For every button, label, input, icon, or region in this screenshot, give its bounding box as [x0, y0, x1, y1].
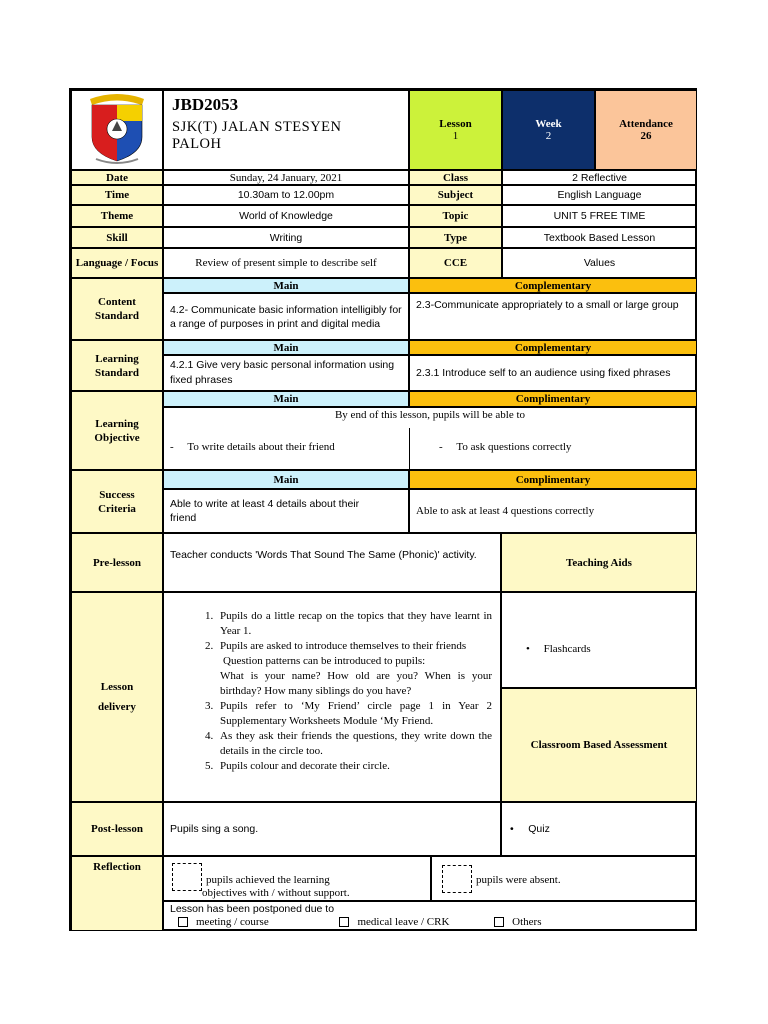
success-criteria-main-text: Able to write at least 4 details about their friend — [163, 489, 409, 533]
lesson-delivery-label: Lesson delivery — [71, 592, 163, 802]
content-standard-comp-header: Complementary — [409, 278, 697, 293]
postponed-text: Lesson has been postponed due to — [170, 903, 335, 915]
learning-objective-body — [163, 407, 697, 470]
content-standard-main-text: 4.2- Communicate basic information intelligibly for a range of purposes in print and digital media — [163, 293, 409, 340]
course-code: JBD2053 — [172, 95, 239, 114]
step-2: 2. Pupils are asked to introduce themselves to their friends — [216, 639, 492, 654]
learning-objective-comp-header: Complimentary — [409, 391, 697, 407]
subject-label: Subject — [409, 185, 502, 205]
question-patterns: Question patterns can be introduced to pupils: — [223, 655, 426, 667]
post-lesson-label: Post-lesson — [71, 802, 163, 856]
post-lesson-text: Pupils sing a song. — [163, 802, 501, 856]
pre-lesson-text: Teacher conducts 'Words That Sound The Same (Phonic)' activity. — [163, 533, 501, 592]
cba-label: Classroom Based Assessment — [501, 688, 697, 802]
others-option[interactable]: Others — [494, 916, 541, 928]
achieved-text: pupils achieved the learning — [206, 874, 330, 886]
date-label: Date — [71, 170, 163, 185]
week-cell: Week 2 — [502, 90, 595, 170]
lesson-cell: Lesson 1 — [409, 90, 502, 170]
topic-value: UNIT 5 FREE TIME — [502, 205, 697, 227]
questions: What is your name? How old are you? When is your birthday? How many siblings do you have? — [220, 670, 492, 697]
checkbox-icon — [339, 917, 349, 927]
subject-value: English Language — [502, 185, 697, 205]
type-value: Textbook Based Lesson — [502, 227, 697, 248]
focus-label: Language / Focus — [71, 248, 163, 278]
topic-label: Topic — [409, 205, 502, 227]
success-criteria-label: Success Criteria — [71, 470, 163, 533]
content-standard-comp-text: 2.3-Communicate appropriately to a small or large group — [409, 293, 697, 340]
reflection-achieved-cell: pupils achieved the learning objectives with / without support. — [163, 856, 431, 901]
absent-checkbox[interactable] — [442, 865, 472, 893]
reflection-absent-cell — [431, 856, 697, 901]
postponed-cell — [163, 901, 697, 931]
teaching-aids-label: Teaching Aids — [501, 533, 697, 592]
learning-standard-comp-text: 2.3.1 Introduce self to an audience using fixed phrases — [409, 355, 697, 391]
attendance-cell: Attendance 26 — [595, 90, 697, 170]
content-standard-label: Content Standard — [71, 278, 163, 340]
step-5: 5. Pupils colour and decorate their circle. — [216, 759, 492, 774]
aids-cell — [501, 592, 697, 688]
cce-value: Values — [502, 248, 697, 278]
learning-standard-comp-header: Complementary — [409, 340, 697, 355]
objective-divider — [409, 428, 410, 470]
step-3: 3. Pupils refer to ‘My Friend’ circle page 1 in Year 2 Supplementary Worksheets Module ‘My Friend. — [216, 699, 492, 729]
learning-objective-main: - To write details about their friend — [170, 441, 335, 453]
lesson-plan — [69, 88, 697, 931]
checkbox-icon — [178, 917, 188, 927]
theme-label: Theme — [71, 205, 163, 227]
logo-cell — [71, 90, 163, 170]
achieved-checkbox[interactable] — [172, 863, 202, 891]
focus-value: Review of present simple to describe self — [163, 248, 409, 278]
checkbox-icon — [494, 917, 504, 927]
learning-standard-main-header: Main — [163, 340, 409, 355]
learning-objective-label: Learning Objective — [71, 391, 163, 470]
bullet-icon: • — [510, 823, 529, 835]
learning-objective-comp: - To ask questions correctly — [439, 441, 572, 453]
reflection-label: Reflection — [71, 856, 163, 931]
success-criteria-comp-header: Complimentary — [409, 470, 697, 489]
skill-label: Skill — [71, 227, 163, 248]
bullet-icon: • — [526, 643, 544, 655]
time-value: 10.30am to 12.00pm — [163, 185, 409, 205]
absent-text: pupils were absent. — [476, 874, 561, 886]
learning-standard-label: Learning Standard — [71, 340, 163, 391]
assessment-text: Quiz — [528, 823, 550, 835]
postponed-options — [170, 916, 690, 929]
class-label: Class — [409, 170, 502, 185]
step-4: 4. As they ask their friends the questions, they write down the details in the circle too. — [216, 729, 492, 759]
school-logo — [72, 91, 162, 169]
assessment-cell — [501, 802, 697, 856]
school-name: SJK(T) JALAN STESYEN PALOH — [172, 119, 342, 152]
title-cell — [163, 90, 409, 170]
medical-option[interactable]: medical leave / CRK — [339, 916, 449, 928]
learning-standard-main-text: 4.2.1 Give very basic personal information using fixed phrases — [163, 355, 409, 391]
pre-lesson-label: Pre-lesson — [71, 533, 163, 592]
theme-value: World of Knowledge — [163, 205, 409, 227]
skill-value: Writing — [163, 227, 409, 248]
type-label: Type — [409, 227, 502, 248]
cce-label: CCE — [409, 248, 502, 278]
success-criteria-comp-text: Able to ask at least 4 questions correctly — [409, 489, 697, 533]
class-value: 2 Reflective — [502, 170, 697, 185]
date-value: Sunday, 24 January, 2021 — [163, 170, 409, 185]
meeting-option[interactable]: meeting / course — [178, 916, 269, 928]
step-1: 1. Pupils do a little recap on the topics that they have learnt in Year 1. — [216, 609, 492, 639]
steps-list-2 — [164, 699, 492, 774]
success-criteria-main-header: Main — [163, 470, 409, 489]
lesson-delivery-steps — [163, 592, 501, 802]
content-standard-main-header: Main — [163, 278, 409, 293]
aid-item: • Flashcards — [526, 643, 591, 655]
learning-objective-intro: By end of this lesson, pupils will be able to — [334, 409, 526, 421]
learning-objective-main-header: Main — [163, 391, 409, 407]
steps-list — [164, 609, 492, 654]
time-label: Time — [71, 185, 163, 205]
